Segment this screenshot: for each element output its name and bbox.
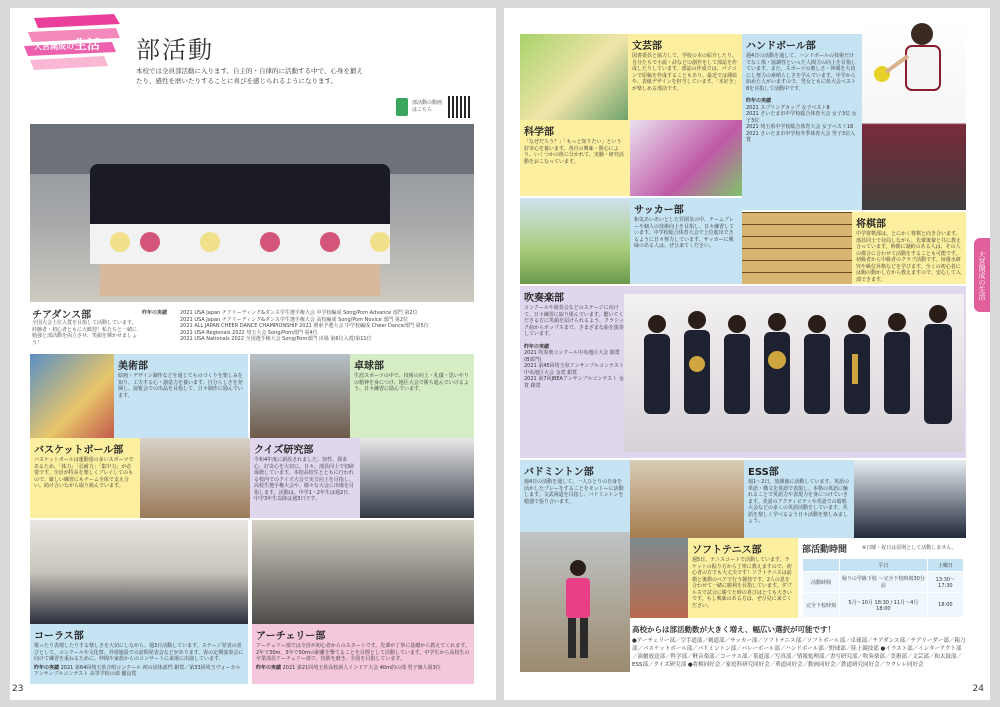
left-page <box>10 8 496 700</box>
cheer-result: 2021 USA Nationals 2022 全国選手権大会 Song/Pom部門 出場 第6位入賞/第11位 <box>180 336 372 342</box>
hours-head-cell: 土曜日 <box>927 559 963 572</box>
archery-section <box>252 624 474 684</box>
page-number: 24 <box>972 684 984 694</box>
art-title: 美術部 <box>118 361 148 372</box>
chorus-section <box>30 624 248 684</box>
video-link[interactable] <box>396 96 472 120</box>
hours-table <box>802 558 964 618</box>
cheer-result: 2021 USA Japan チアリーディング&ダンス学生選手権大会 中学校編成 Song/Pom Advance 部門 第2位 <box>180 310 418 316</box>
badge-line2: 生活 <box>74 38 101 53</box>
page-title: 部活動 <box>136 36 214 64</box>
brass-members-figures <box>624 294 964 452</box>
archery-desc: アーチェリー部では全員が初心者からのスタートです。先輩が丁寧に基礎から教えてくれます。2年で30m、3年で50mの距離を撃てることを目標として活動しています。中学生から高校生の卒業部員アーチェリー部で、技術を磨き、全国を目指しています。 <box>256 643 470 662</box>
softtennis-section <box>688 538 798 618</box>
tabletennis-title: 卓球部 <box>354 361 384 372</box>
handball-section <box>742 34 862 210</box>
badminton-photo <box>520 532 630 672</box>
cheer-photo <box>30 124 474 302</box>
cheer-results-label: 昨年の実績 <box>142 310 168 316</box>
tabletennis-section <box>350 354 474 438</box>
club-list-text: ●アーチェリー部／空手道部／剣道部／サッカー部／ソフトテニス部／ソフトボール部／卓球部／チアダンス部／チアリーダー部／箱刀部／バスケットボール部／バドミントン部／バレーボール部／ハンドボール部／野球部／陸上競技部 ●イラスト部／インターアクト部／演劇放送部／科学部／軽音楽部／コーラス部／茶道部／写真部／情報処理部／書写研究部／吹奏楽部／美術部／文芸部／和太鼓部／ESS部／クイズ研究部 ●将棋同好会／家庭科研究同好会／華道同好会／動画同好会／鉄道研究同好会／ウクレレ同好会 <box>632 638 966 668</box>
hours-cell: 完全下校時刻 <box>803 593 840 618</box>
hours-note: ※日曜・祝日は原則として活動しません。 <box>862 545 957 551</box>
club-list-section <box>632 622 966 688</box>
softtennis-desc: 週5日、テニスコートで活動しています。ラケットの振り方から丁寧に教えますので、初心者の方でも大丈夫です！ソフトテニスは前衛と後衛のペアで行う競技です。2人の息を合わせて一緒に勝利を目指しています。ダブルスで試合に勝てた時の喜びはとても大きいです。もし興味のある方は、ぜひ見に来てください。 <box>692 557 792 609</box>
hours-head-cell: 平日 <box>840 559 928 572</box>
soccer-desc: 和気あいあいとした雰囲気の中、チームプレーや個人の技術向上を目指し、日々練習しています。中学校総合体育大会で上位進出できるように日々努力しています。サッカーに興味のある人は、ぜひ来てください。 <box>634 217 735 249</box>
art-desc: 絵画・デザイン制作などを通じてものづくりを楽しみを知り、工夫する心・創造力を養います。自分らしさを発揮し、展覧会での出品を目指して、日々制作に励んでいます。 <box>118 373 243 399</box>
right-page <box>504 8 990 700</box>
badminton-desc: 週4日の活動を通して、一人ひとりの自身を活かしたプレーをすることをモットーに活動します。文武両道を目指し、バドミントンを勉強で張り合います。 <box>524 479 624 505</box>
softtennis-photo <box>630 538 688 618</box>
ess-photo <box>854 460 966 538</box>
cheer-desc: 全国大会上位入賞を目指して活動しています。経験者・初心者ともに大歓迎！私たちと一緒に勉強と部活動を両立させ、笑顔を輝かせましょう！ <box>32 320 138 346</box>
ess-title: ESS部 <box>748 467 779 478</box>
hours-header-row <box>803 559 964 572</box>
archery-results: 2021 第21回埼玉県高校新人インドア大会 40m的の部 男子個人第3位 <box>282 664 441 671</box>
quiz-section <box>250 438 360 518</box>
basketball-title: バスケットボール部 <box>34 445 124 456</box>
quiz-title: クイズ研究部 <box>254 445 314 456</box>
handball-result: 2021 さいたま市中学校総合体育大会 女子3位 女子3位 <box>746 111 857 124</box>
brass-result: 2021 吹奏楽コンクール中央地区大会 銀賞(B部門) <box>524 350 620 363</box>
archery-photo <box>252 520 474 624</box>
chorus-results-label: 昨年の実績 <box>34 664 60 671</box>
cheer-section <box>30 302 474 354</box>
hours-cell: 帰りの学級下校 〜完全下校時刻30分前 <box>840 572 928 593</box>
hours-row <box>803 572 964 593</box>
brass-result: 2021 第45回埼玉県アンサンブルコンテスト中央地区大会 金賞 銀賞 <box>524 363 624 376</box>
phone-icon <box>396 98 408 116</box>
science-photo <box>630 120 742 196</box>
brass-results-label: 昨年の実績 <box>524 343 550 350</box>
soccer-title: サッカー部 <box>634 205 684 216</box>
science-title: 科学部 <box>524 127 554 138</box>
handball-player-icon <box>862 16 966 126</box>
archery-title: アーチェリー部 <box>256 631 326 642</box>
handball-result: 2021 さいたま市中学校冬季体育大会 男子3位入賞 <box>746 130 856 143</box>
hours-head-cell <box>803 559 840 572</box>
badminton-section <box>520 460 630 532</box>
quiz-photo <box>360 438 474 518</box>
handball-photo <box>862 16 966 210</box>
handball-desc: 週4日の活動を通して、ハンドボールの技術だけでなく体・協調性といった人間力の向上を目指しています。また、スポーツの楽しさ・仲間を大切にし努力の素晴らしさを学んでいます。中学から始めた人がいますので、男女ともに県大会ベスト8を目指して活動中です。 <box>746 53 857 92</box>
hours-section <box>800 540 966 620</box>
club-list-title: 高校からは部活動数が大きく増え、幅広い選択が可能です！ <box>632 625 835 634</box>
chorus-photo <box>30 520 248 624</box>
ess-section <box>744 460 854 538</box>
badge-line1: 大宮開成の <box>34 42 74 51</box>
handball-results-label: 昨年の実績 <box>746 98 772 104</box>
qr-code-icon <box>448 96 470 118</box>
science-section <box>520 120 630 196</box>
cheer-result: 2021 USA Japan チアリーディング&ダンス学生選手権大会 高校編成 Song/Pom Novice 部門 第2位 <box>180 316 409 323</box>
chorus-desc: 歌ったり表現したりする楽しさを大切にしながら、週3日活動しています。ステージ発表の喜びとして、コンクールや文化祭、外部施設での訪問発表会などがあります。春の定期演奏会に向けて練習を重ねるために、仲間や家族からのコンサートに来場に出演しています。 <box>34 643 244 662</box>
cheer-team-figures <box>30 124 474 302</box>
shogi-photo <box>742 212 852 284</box>
hours-title: 部活動時間 <box>802 545 848 555</box>
shogi-desc: 中学将棋部は、とにかく将棋と向き合います。部員同士で対局しながら、先輩後輩と共に教え合っています。時間に制約のある人は、その人の都合に合わせて活動をすることも可能です。初級者から中級者のクラブ活動です。毎週水研究や級位昇格などを学びます。全くの初心者には駒の動かし方から教えますので、安心して入部できます。 <box>856 231 962 283</box>
archery-results-label: 昨年の実績 <box>256 664 282 671</box>
hours-cell: 13:30〜17:30 <box>927 572 963 593</box>
basketball-section <box>30 438 140 518</box>
cheer-result: 2021 USA Regionals 2022 埼玉大会 Song/Pom部門 第4位 <box>180 329 318 336</box>
badminton-title: バドミントン部 <box>524 467 594 478</box>
basketball-photo <box>140 438 250 518</box>
handball-title: ハンドボール部 <box>746 41 816 52</box>
hours-cell: 活動時間 <box>803 572 840 593</box>
literature-title: 文芸部 <box>632 41 662 52</box>
gym-photo <box>630 460 744 538</box>
shogi-section <box>852 212 966 284</box>
softtennis-title: ソフトテニス部 <box>692 545 762 556</box>
literature-photo <box>520 34 628 120</box>
tabletennis-desc: 生涯スポーツの中で、技術の向上・礼儀・思いやりの精神を身につけ、地区大会で勝ち進んでいけるよう、日々練習に励んでいます。 <box>354 373 469 392</box>
chorus-title: コーラス部 <box>34 631 84 642</box>
art-photo <box>30 354 114 438</box>
shogi-title: 将棋部 <box>856 219 886 230</box>
chorus-results: 2021 第64回埼玉県合唱コンクール 初の団体部門 銀賞／第33回埼玉ヴォーカルアンサンブルコンテスト 高等学校の部 優良賞 <box>34 664 241 677</box>
brass-photo <box>624 294 964 452</box>
badminton-player-icon <box>520 532 630 672</box>
literature-section <box>628 34 742 120</box>
qr-label: 部活動の動画はこちら <box>412 100 443 113</box>
hours-cell: 18:00 <box>927 593 963 618</box>
brass-result: 2021 第7回JBEAアンサンブルコンテスト 金賞 銀賞 <box>524 376 624 389</box>
section-badge <box>24 14 120 72</box>
side-tab-label: 大宮開成の生活 <box>978 250 986 300</box>
hours-row <box>803 593 964 618</box>
tabletennis-photo <box>250 354 350 438</box>
cheer-result: 2021 ALL JAPAN CHEER DANCE CHAMPIONSHIP 2021 関東予選大会 中学校編成 Cheer Dance部門 第5位 <box>180 323 429 329</box>
basketball-desc: バスケットボールは運動量の多いスポーツであるため、「体力」「忍耐力」「集中力」が必要です。全員が特長を楽しくプレイしてのもので、厳しい練習にもチーム全体で支え合い、助け合いながら取り組んでいます。 <box>34 457 134 489</box>
science-desc: 「なぜだろう？」「もっと知りたい」という好奇心を養います。各自の興味・関心により、いくつかの班に分かれて、実験・研究活動をおこなっています。 <box>524 139 624 165</box>
soccer-photo <box>520 198 630 284</box>
hours-cell: 5月〜10月 18:30 / 11月〜4月 18:00 <box>840 593 928 618</box>
art-section <box>114 354 248 438</box>
handball-result: 2021 埼玉県中学校総合体育大会 女子ベスト16 <box>746 124 854 130</box>
soccer-section <box>630 198 742 284</box>
cheer-title: チアダンス部 <box>32 310 92 321</box>
intro-text: 本校では全員部活動に入ります。自主的・自律的に活動する中で、心身を鍛えたり、感性を磨いたりすることに喜びを感じられるようになります。 <box>136 67 363 85</box>
page-number: 23 <box>12 684 24 694</box>
brass-title: 吹奏楽部 <box>524 293 564 304</box>
handball-result: 2021 スプリングカップ 女子ベスト8 <box>746 104 830 111</box>
brass-desc: コンクールや演奏会などのステージに向けて、日々練習に取り組んでいます。聴いてくださる方に笑顔を届けられるよう、クラシック曲からポップスまで、さまざまな曲を演奏しています。 <box>524 305 624 337</box>
quiz-desc: 令和4年度に新設されました。知性、探求心、好奇心を大切に、日々、部員同士で切磋琢磨しています。本校高校生とともに行われる校内でのクイズ大会で実力向上を目指し、高校生選手権大会や、様々な大会に出場を目指します。活動は、中学1・2年生は週2日、中学3年生以降は週3日です。 <box>254 457 355 502</box>
literature-desc: 図書委員と協力して、学校の本の紹介したり、自分たちで小説・詩などの創作をして部誌を作成したりしています。部誌の作成では、パソコンで原稿を作成することもあり、最近では挿絵や、表紙デザインを担当しています。「本好き」が楽しめる部活です。 <box>632 53 738 92</box>
ess-desc: 週1〜2日、放課後に活動しています。英語の単語・構文を英語で表現し、本格の英語に触れることで英語力や表現力を身につけていきます。英語のアクティビティや英語での暗唱大会などの多くの英語活動をしています。英語を楽しく学べるよう日々活動を楽しみましょう。 <box>748 479 849 524</box>
side-tab[interactable] <box>974 238 990 312</box>
